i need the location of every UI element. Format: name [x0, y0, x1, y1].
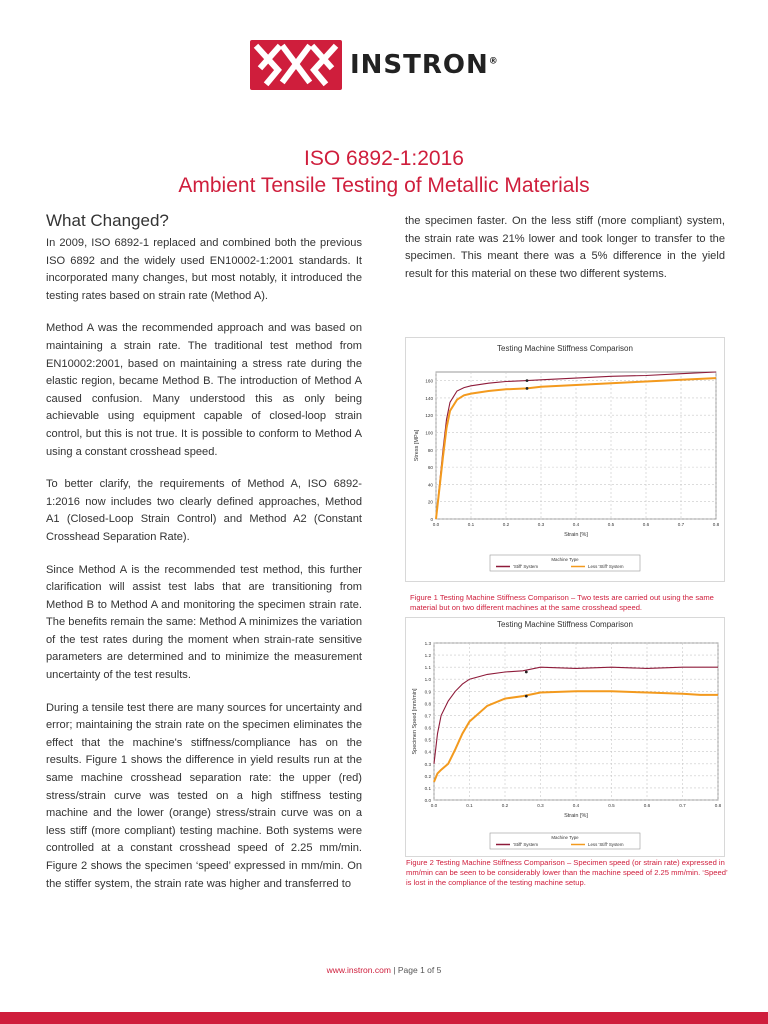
- y-tick-label: 0.1: [424, 785, 431, 791]
- data-marker: [526, 387, 529, 390]
- x-tick-label: 0.1: [467, 522, 475, 527]
- x-axis-label: Strain [%]: [564, 813, 588, 819]
- x-tick-label: 0.3: [537, 803, 544, 808]
- section-heading: What Changed?: [46, 211, 169, 230]
- x-tick-label: 0.1: [466, 803, 473, 808]
- y-tick-label: 0.6: [424, 725, 431, 731]
- x-tick-label: 0.0: [432, 522, 440, 527]
- paragraph: To better clarify, the requirements of Method A, ISO 6892-1:2016 now includes two clearly defined approaches, Method A1 (Closed-Loop Strain Control) and Method A2 (Constant Crosshead Separation Rate).: [46, 478, 362, 543]
- figure-2-caption: Figure 2 Testing Machine Stiffness Comparison – Specimen speed (or strain rate) expressed in mm/min can be seen to be considerably lower than the machine speed of 2.25 mm/min. ‘Speed’ is lost in the compliance of the testing machine setup.: [406, 858, 728, 887]
- x-tick-label: 0.6: [643, 803, 651, 808]
- footer-bar: [0, 1012, 768, 1024]
- x-tick-label: 0.8: [714, 803, 722, 808]
- x-tick-label: 0.5: [607, 522, 615, 527]
- page-number: 1: [420, 965, 425, 975]
- y-tick-label: 80: [427, 447, 433, 453]
- y-tick-label: 0: [430, 517, 433, 522]
- legend-label: 'Stiff' System: [513, 564, 539, 569]
- y-tick-label: 0.5: [424, 737, 431, 743]
- y-tick-label: 0.9: [424, 689, 431, 695]
- website-link[interactable]: www.instron.com: [326, 965, 391, 975]
- legend-label: 'Stiff' System: [513, 842, 539, 847]
- x-tick-label: 0.5: [608, 803, 615, 808]
- legend-title: Machine Type: [551, 835, 579, 840]
- footer-separator: |: [390, 965, 398, 975]
- y-axis-label: Stress [MPa]: [414, 429, 420, 462]
- registered-mark: ®: [488, 56, 499, 67]
- figure-1: [405, 337, 725, 587]
- x-tick-label: 0.7: [679, 803, 686, 808]
- y-tick-label: 0.3: [424, 761, 431, 767]
- x-axis-label: Strain [%]: [564, 532, 588, 538]
- data-marker: [526, 379, 529, 382]
- x-tick-label: 0.2: [501, 803, 509, 808]
- y-tick-label: 20: [427, 499, 433, 505]
- paragraph: Method A was the recommended approach and was based on maintaining a strain rate. The traditional test method from EN10002:2001, based on maintaining a stress rate during the elastic region, became Method B. The introduction of Method A caused confusion. Many understood this as only being achievable using equipment capable of closed-loop strain control, but this is not true. It is possible to conform to Method A using a constant crosshead speed.: [46, 322, 362, 458]
- page-of: of: [424, 965, 437, 975]
- y-tick-label: 100: [425, 430, 433, 436]
- paragraph: the specimen faster. On the less stiff (more compliant) system, the strain rate was 21% lower and took longer to transfer to the specimen. This meant there was a 5% difference in the yield result for this material on these two different systems.: [405, 215, 725, 280]
- y-tick-label: 140: [425, 395, 433, 401]
- page-total: 5: [436, 965, 442, 975]
- instron-logo-text: [350, 50, 499, 80]
- figure-1-chart: [405, 337, 725, 582]
- y-tick-label: 0.4: [424, 749, 431, 755]
- legend-title: Machine Type: [551, 557, 579, 562]
- y-axis-label: Specimen Speed [mm/min]: [412, 688, 418, 755]
- legend-label: Less 'Stiff' System: [588, 564, 624, 569]
- x-tick-label: 0.7: [677, 522, 685, 527]
- chart-title: Testing Machine Stiffness Comparison: [497, 344, 633, 353]
- right-column: [405, 213, 725, 298]
- left-column: [46, 235, 362, 908]
- page-label: Page: [397, 965, 421, 975]
- y-tick-label: 1.3: [424, 641, 431, 646]
- y-tick-label: 0.7: [424, 713, 431, 719]
- figure-2-chart: [405, 617, 725, 857]
- logo-wordmark: INSTRON: [350, 50, 489, 80]
- data-marker: [525, 671, 528, 674]
- x-tick-label: 0.3: [537, 522, 545, 527]
- y-tick-label: 0.0: [424, 798, 431, 803]
- page-footer: [0, 965, 768, 975]
- y-tick-label: 1.0: [424, 677, 431, 683]
- y-tick-label: 1.1: [424, 665, 431, 671]
- x-tick-label: 0.4: [572, 803, 580, 808]
- y-tick-label: 60: [427, 465, 433, 471]
- data-marker: [525, 695, 528, 698]
- paragraph: In 2009, ISO 6892-1 replaced and combined both the previous ISO 6892 and the widely used EN10002-1:2001 standards. It incorporated many changes, but most notably, it introduced the testing rates based on strain rate (Method A).: [46, 237, 362, 302]
- paragraph: During a tensile test there are many sources for uncertainty and error; maintaining the strain rate on the specimen eliminates the effect that the machine's stiffness/compliance has on the results. Figure 1 shows the difference in yield results run at the same machine crosshead separation rate: the upper (red) stress/strain curve was tested on a high stiffness testing machine and the lower (orange) stress/strain curve was on a less stiff (more compliant) testing machine. Both systems were controlled at a constant crosshead speed of 2.25 mm/min. Figure 2 shows the specimen ‘speed’ expressed in mm/min. On the stiffer system, the strain rate was higher and transferred to: [46, 701, 362, 890]
- y-tick-label: 160: [425, 378, 433, 384]
- y-tick-label: 0.2: [424, 773, 431, 779]
- legend-label: Less 'Stiff' System: [588, 842, 624, 847]
- x-tick-label: 0.8: [712, 522, 720, 527]
- x-tick-label: 0.2: [502, 522, 510, 527]
- x-tick-label: 0.6: [642, 522, 650, 527]
- y-tick-label: 0.8: [424, 701, 431, 707]
- paragraph: Since Method A is the recommended test method, this further clarification will assist test labs that are transitioning from Method B to Method A and monitoring the specimen strain rate. The benefits remain the same: Method A minimizes the variation of the test rates during the moment when strain-rate sensitive parameters are determined and to minimize the measurement uncertainty of the test results.: [46, 563, 362, 682]
- y-tick-label: 1.2: [424, 653, 431, 659]
- figure-2: [405, 617, 725, 862]
- instron-logo-mark: [250, 40, 342, 90]
- document-title-line2: Ambient Tensile Testing of Metallic Materials: [178, 174, 590, 197]
- x-tick-label: 0.0: [430, 803, 438, 808]
- instron-logo: [250, 40, 530, 90]
- x-tick-label: 0.4: [572, 522, 580, 527]
- document-title-line1: ISO 6892-1:2016: [304, 147, 464, 170]
- y-tick-label: 40: [427, 482, 433, 488]
- y-tick-label: 120: [425, 413, 433, 419]
- figure-1-caption: Figure 1 Testing Machine Stiffness Comparison – Two tests are carried out using the same material but on two different machines at the same crosshead speed.: [410, 593, 714, 612]
- chart-title: Testing Machine Stiffness Comparison: [497, 620, 633, 629]
